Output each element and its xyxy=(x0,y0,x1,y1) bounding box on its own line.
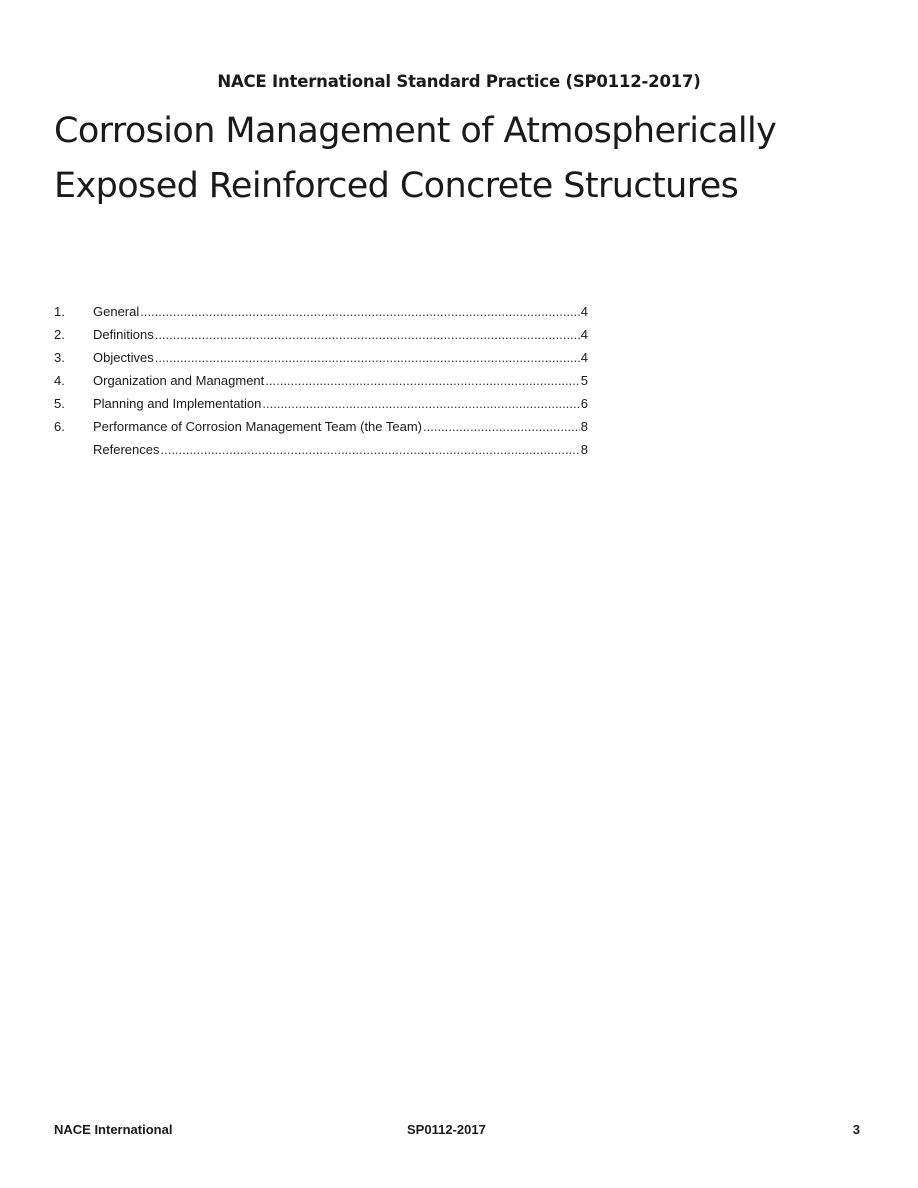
table-of-contents xyxy=(54,300,588,461)
toc-dot-leader xyxy=(140,300,580,323)
toc-entry-title: Organization and Managment xyxy=(93,373,265,388)
document-title xyxy=(54,104,874,214)
toc-dot-leader xyxy=(155,323,580,346)
toc-entry-references[interactable] xyxy=(54,438,588,461)
toc-entry-number: 4. xyxy=(54,373,65,388)
footer-organization: NACE International xyxy=(54,1122,173,1137)
toc-entry-page: 4 xyxy=(580,327,588,342)
toc-entry-organization[interactable] xyxy=(54,369,588,392)
title-line-2: Exposed Reinforced Concrete Structures xyxy=(54,166,739,206)
toc-dot-leader xyxy=(265,369,579,392)
toc-dot-leader xyxy=(423,415,580,438)
toc-entry-planning[interactable] xyxy=(54,392,588,415)
footer-page-number: 3 xyxy=(852,1122,860,1137)
toc-dot-leader xyxy=(160,438,579,461)
toc-entry-title: Definitions xyxy=(93,327,154,342)
toc-entry-page: 5 xyxy=(580,373,588,388)
title-line-1: Corrosion Management of Atmospherically xyxy=(54,111,777,151)
toc-entry-page: 4 xyxy=(580,304,588,319)
toc-entry-title: General xyxy=(93,304,140,319)
toc-entry-number: 2. xyxy=(54,327,65,342)
document-header: NACE International Standard Practice (SP0112-2017) xyxy=(217,72,701,91)
toc-entry-page: 8 xyxy=(580,419,588,434)
toc-entry-number: 6. xyxy=(54,419,65,434)
toc-dot-leader xyxy=(155,346,580,369)
toc-entry-definitions[interactable] xyxy=(54,323,588,346)
toc-entry-general[interactable] xyxy=(54,300,588,323)
toc-entry-performance[interactable] xyxy=(54,415,588,438)
toc-dot-leader xyxy=(262,392,579,415)
toc-entry-page: 6 xyxy=(580,396,588,411)
toc-entry-title: Planning and Implementation xyxy=(93,396,262,411)
toc-entry-title: Performance of Corrosion Management Team (the Team) xyxy=(93,419,423,434)
toc-entry-title: References xyxy=(93,442,160,457)
toc-entry-number: 1. xyxy=(54,304,65,319)
toc-entry-objectives[interactable] xyxy=(54,346,588,369)
footer-document-id: SP0112-2017 xyxy=(407,1122,486,1137)
toc-entry-page: 4 xyxy=(580,350,588,365)
toc-entry-number: 3. xyxy=(54,350,65,365)
toc-entry-page: 8 xyxy=(580,442,588,457)
toc-entry-title: Objectives xyxy=(93,350,154,365)
page-footer xyxy=(54,1122,860,1138)
toc-entry-number: 5. xyxy=(54,396,65,411)
